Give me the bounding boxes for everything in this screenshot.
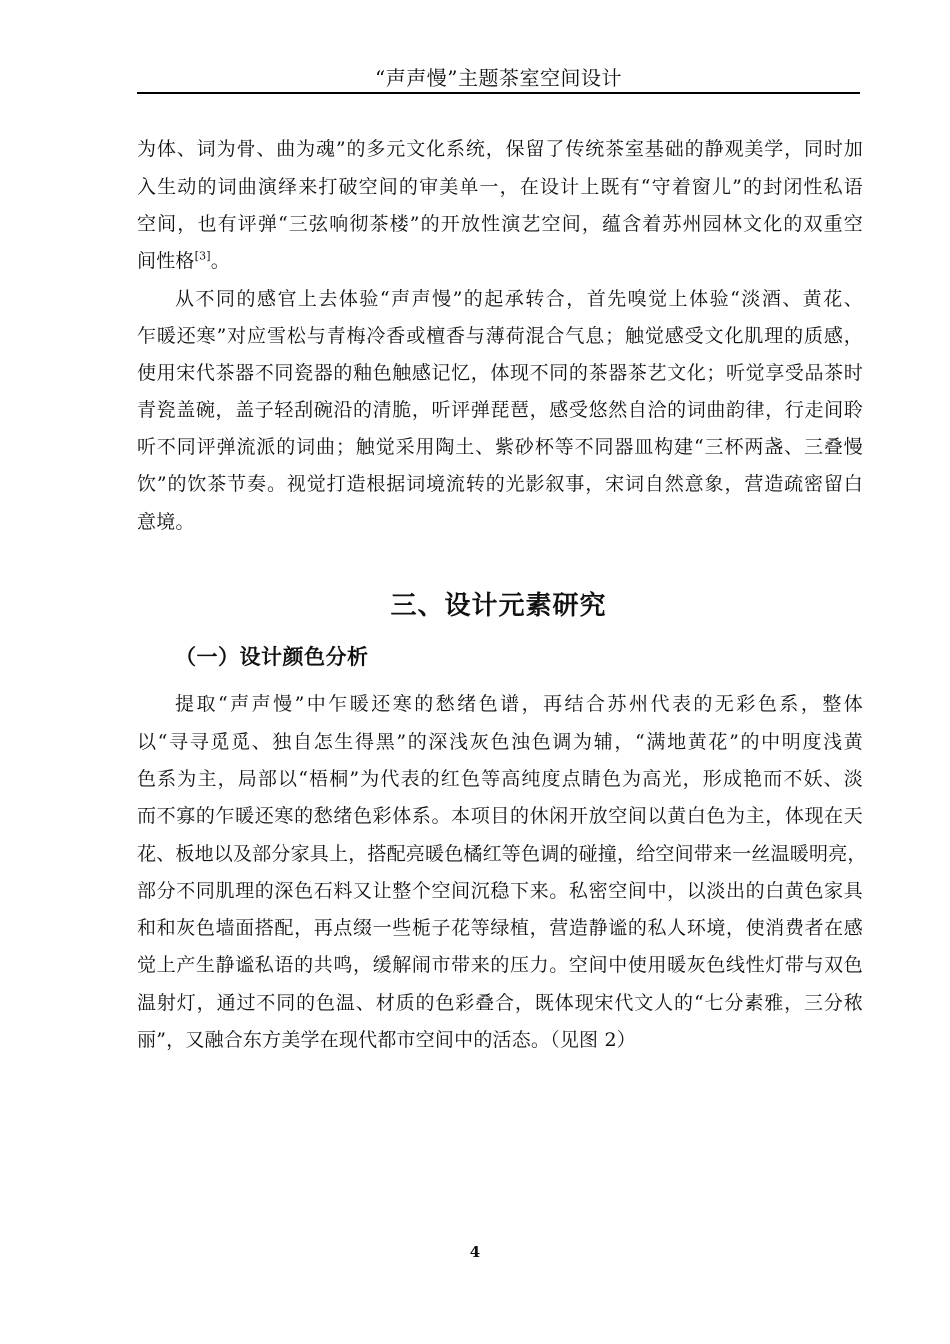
paragraph-3-line-6: 部分不同肌理的深色石料又让整个空间沉稳下来。私密空间中，以淡出的白黄色家具 [137, 880, 863, 902]
paragraph-3-line-4: 而不寡的乍暖还寒的愁绪色彩体系。本项目的休闲开放空间以黄白色为主，体现在天 [137, 805, 863, 827]
paragraph-2-line-3: 使用宋代茶器不同瓷器的釉色触感记忆，体现不同的茶器茶艺文化；听觉享受品茶时 [137, 362, 863, 384]
paragraph-2-line-7: 意境。 [137, 511, 195, 533]
paragraph-1-line-4-tail: 。 [210, 250, 230, 272]
page-number: 4 [469, 1243, 481, 1261]
paragraph-2-line-1: 从不同的感官上去体验“声声慢”的起承转合，首先嗅觉上体验“淡酒、黄花、 [175, 288, 863, 310]
paragraph-3-line-1: 提取“声声慢”中乍暖还寒的愁绪色谱，再结合苏州代表的无彩色系，整体 [175, 693, 863, 715]
paragraph-1-line-3: 空间，也有评弹“三弦响彻茶楼”的开放性演艺空间，蕴含着苏州园林文化的双重空 [137, 213, 863, 235]
paragraph-1-line-1: 为体、词为骨、曲为魂”的多元文化系统，保留了传统茶室基础的静观美学，同时加 [137, 138, 863, 160]
paragraph-2-line-2: 乍暖还寒”对应雪松与青梅冷香或檀香与薄荷混合气息；触觉感受文化肌理的质感， [137, 325, 863, 347]
paragraph-3-line-7: 和和灰色墙面搭配，再点缀一些栀子花等绿植，营造静谧的私人环境，使消费者在感 [137, 917, 863, 939]
paragraph-1-line-2: 入生动的词曲演绎来打破空间的审美单一，在设计上既有“守着窗儿”的封闭性私语 [137, 176, 863, 198]
paragraph-3-line-10: 丽”，又融合东方美学在现代都市空间中的活态。（见图 2） [137, 1029, 636, 1051]
paragraph-2-line-4: 青瓷盖碗，盖子轻刮碗沿的清脆，听评弹琵琶，感受悠然自洽的词曲韵律，行走间聆 [137, 399, 863, 421]
paragraph-2-line-6: 饮”的饮茶节奏。视觉打造根据词境流转的光影叙事，宋词自然意象，营造疏密留白 [137, 473, 863, 495]
subsection-heading: （一）设计颜色分析 [175, 645, 369, 669]
citation-ref: [3] [194, 249, 211, 263]
header-rule [137, 92, 860, 94]
paragraph-3-line-8: 觉上产生静谧私语的共鸣，缓解闹市带来的压力。空间中使用暖灰色线性灯带与双色 [137, 954, 863, 976]
paragraph-3-line-5: 花、板地以及部分家具上，搭配亮暖色橘红等色调的碰撞，给空间带来一丝温暖明亮， [137, 843, 867, 865]
paragraph-2-line-5: 听不同评弹流派的词曲；触觉采用陶土、紫砂杯等不同器皿构建“三杯两盏、三叠慢 [137, 436, 863, 458]
paragraph-1-line-4 [137, 246, 863, 276]
paragraph-3-line-9: 温射灯，通过不同的色温、材质的色彩叠合，既体现宋代文人的“七分素雅，三分秾 [137, 992, 863, 1014]
paragraph-1-line-4-text: 间性格 [137, 250, 195, 272]
paragraph-3-line-3: 色系为主，局部以“梧桐”为代表的红色等高纯度点睛色为高光，形成艳而不妖、淡 [137, 768, 863, 790]
section-heading: 三、设计元素研究 [390, 591, 607, 621]
paragraph-3-line-2: 以“寻寻觅觅、独自怎生得黑”的深浅灰色浊色调为辅，“满地黄花”的中明度浅黄 [137, 731, 863, 753]
running-header-title: “声声慢”主题茶室空间设计 [375, 66, 622, 90]
